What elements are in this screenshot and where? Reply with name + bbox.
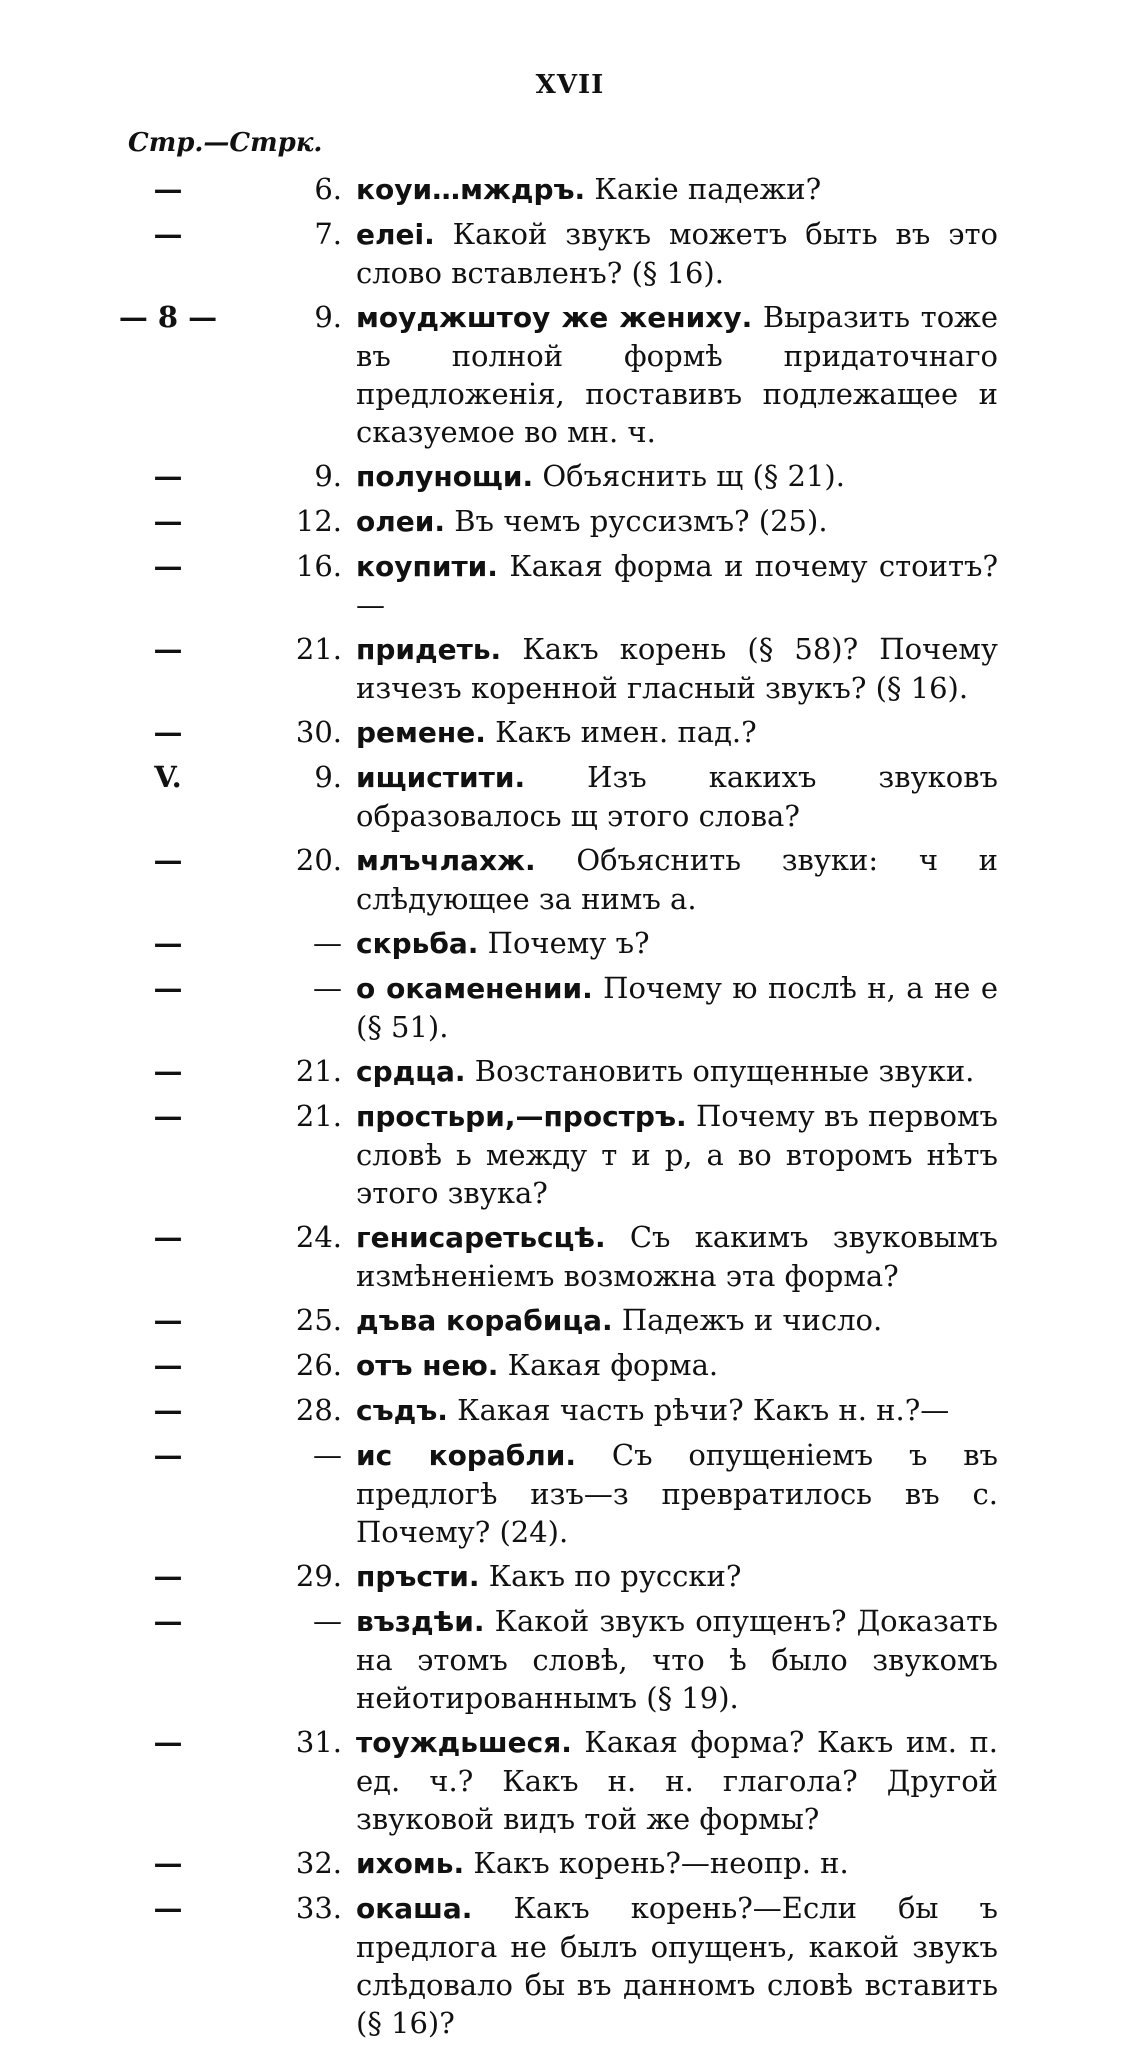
entry-list — [118, 170, 998, 2048]
entry-question: Объяснить звуки: ч и слѣдующее за нимъ а. — [356, 843, 998, 916]
entry-word: млъчлахж. — [356, 844, 536, 877]
entry-word: окаша. — [356, 1892, 473, 1925]
entry-row — [118, 969, 998, 1046]
entry-text — [356, 630, 998, 707]
entry-text — [356, 170, 998, 209]
entry-line-number: 21. — [295, 1099, 342, 1133]
entry-row — [118, 1844, 998, 1883]
entry-text — [356, 1097, 998, 1212]
entry-word: придеть. — [356, 633, 502, 666]
entry-line-number: — — [313, 1438, 342, 1472]
entry-line-number: 12. — [295, 504, 342, 538]
entry-question: Какая форма. — [507, 1348, 719, 1382]
entry-question: Возстановить опущенные звуки. — [474, 1054, 975, 1088]
entry-line-number: 9. — [314, 760, 342, 794]
entry-question: Какая форма? Какъ им. п. ед. ч.? Какъ н. н. глагола? Другой звуковой видъ той же формы? — [356, 1725, 998, 1836]
entry-row — [118, 547, 998, 624]
entry-text — [356, 502, 998, 541]
entry-line-number: 28. — [295, 1393, 342, 1427]
entry-text — [356, 457, 998, 496]
entry-row — [118, 1301, 998, 1340]
entry-line-number: 21. — [295, 1054, 342, 1088]
entry-word: полунощи. — [356, 460, 534, 493]
entry-line-number: 26. — [295, 1348, 342, 1382]
entry-line-number: 31. — [295, 1725, 342, 1759]
entry-page-marker: — — [153, 715, 183, 749]
entry-question: Почему ю послѣ н, а не е (§ 51). — [356, 971, 998, 1044]
entry-page-marker: — — [153, 971, 183, 1005]
entry-question: Объяснить щ (§ 21). — [542, 459, 845, 493]
entry-question: Почему ъ? — [487, 926, 650, 960]
entry-page-marker: — — [153, 1220, 183, 1254]
entry-word: ищистити. — [356, 761, 526, 794]
entry-page-marker: — — [153, 632, 183, 666]
entry-page-marker: — — [153, 1054, 183, 1088]
entry-text — [356, 215, 998, 292]
entry-text — [356, 758, 998, 835]
entry-line-number: 6. — [314, 172, 342, 206]
entry-word: тоуждьшеся. — [356, 1726, 572, 1759]
entry-row — [118, 1346, 998, 1385]
entry-row — [118, 1052, 998, 1091]
entry-row — [118, 298, 998, 451]
entry-question: Какъ корень?—Если бы ъ предлога не былъ опущенъ, какой звукъ слѣдовало бы въ данномъ словѣ вставить (§ 16)? — [356, 1891, 999, 2040]
entry-word: срдца. — [356, 1055, 466, 1088]
entry-text — [356, 841, 998, 918]
entry-row — [118, 1602, 998, 1717]
entry-question: Какъ корень?—неопр. н. — [473, 1846, 849, 1880]
entry-line-number: — — [313, 971, 342, 1005]
entry-question: Какъ корень (§ 58)? Почему изчезъ коренной гласный звукъ? (§ 16). — [356, 632, 998, 705]
entry-row — [118, 1436, 998, 1551]
entry-text — [356, 547, 998, 624]
entry-line-number: 30. — [295, 715, 342, 749]
entry-question: Какой звукъ опущенъ? Доказать на этомъ словѣ, что ѣ было звукомъ нейотированнымъ (§ 19). — [356, 1604, 998, 1715]
column-header: Стр.—Стрк. — [128, 128, 323, 158]
entry-line-number: — — [313, 1604, 342, 1638]
entry-question: Какъ имен. пад.? — [495, 715, 757, 749]
entry-word: олеи. — [356, 505, 445, 538]
entry-question: Какая часть рѣчи? Какъ н. н.?— — [457, 1393, 950, 1427]
entry-page-marker: — — [153, 172, 183, 206]
entry-question: Съ опущеніемъ ъ въ предлогѣ изъ—з превратилось въ с. Почему? (24). — [356, 1438, 998, 1549]
entry-question: Изъ какихъ звуковъ образовалось щ этого слова? — [356, 760, 998, 833]
entry-text — [356, 1602, 998, 1717]
entry-text — [356, 1346, 998, 1385]
entry-row — [118, 1557, 998, 1596]
entry-line-number: 29. — [295, 1559, 342, 1593]
entry-line-number: 32. — [295, 1846, 342, 1880]
entry-row — [118, 630, 998, 707]
entry-word: о окаменении. — [356, 972, 593, 1005]
entry-word: генисаретьсцѣ. — [356, 1221, 606, 1254]
entry-row — [118, 713, 998, 752]
entry-word: простьри,—простръ. — [356, 1100, 687, 1133]
entry-question: Какіе падежи? — [594, 172, 822, 206]
entry-text — [356, 713, 998, 752]
entry-page-marker: — — [153, 1846, 183, 1880]
entry-row — [118, 215, 998, 292]
entry-page-marker: — — [153, 1099, 183, 1133]
entry-row — [118, 1391, 998, 1430]
entry-row — [118, 758, 998, 835]
entry-word: ихомь. — [356, 1847, 465, 1880]
entry-question: Выразить тоже въ полной формѣ придаточнаго предложенія, поставивъ подлежащее и сказуемое во мн. ч. — [356, 300, 998, 449]
entry-question: Падежъ и число. — [621, 1303, 883, 1337]
entry-page-marker: — 8 — — [118, 300, 218, 334]
entry-word: ремене. — [356, 716, 486, 749]
entry-text — [356, 1557, 998, 1596]
entry-word: коупити. — [356, 550, 498, 583]
entry-word: скрьба. — [356, 927, 479, 960]
entry-text — [356, 1301, 998, 1340]
entry-question: Съ какимъ звуковымъ измѣненіемъ возможна эта форма? — [356, 1220, 998, 1293]
entry-word: въздѣи. — [356, 1605, 485, 1638]
entry-text — [356, 1723, 998, 1838]
page-number: XVII — [535, 70, 605, 100]
entry-page-marker: — — [153, 1559, 183, 1593]
entry-line-number: 21. — [295, 632, 342, 666]
entry-text — [356, 298, 998, 451]
entry-line-number: 20. — [295, 843, 342, 877]
entry-page-marker: — — [153, 1303, 183, 1337]
entry-page-marker: — — [153, 217, 183, 251]
entry-text — [356, 1218, 998, 1295]
entry-text — [356, 969, 998, 1046]
entry-word: дъва корабица. — [356, 1304, 613, 1337]
entry-text — [356, 924, 998, 963]
entry-word: пръсти. — [356, 1560, 480, 1593]
entry-word: елеі. — [356, 218, 435, 251]
entry-word: моуджштоу же жениху. — [356, 301, 753, 334]
entry-row — [118, 170, 998, 209]
entry-line-number: 25. — [295, 1303, 342, 1337]
entry-text — [356, 1436, 998, 1551]
entry-line-number: 7. — [314, 217, 342, 251]
entry-word: коуи…мждръ. — [356, 173, 586, 206]
entry-page-marker: — — [153, 1393, 183, 1427]
entry-row — [118, 841, 998, 918]
entry-word: отъ нею. — [356, 1349, 499, 1382]
entry-text — [356, 1844, 998, 1883]
entry-page-marker: — — [153, 549, 183, 583]
entry-line-number: 16. — [295, 549, 342, 583]
entry-word: ис корабли. — [356, 1439, 577, 1472]
entry-question: Какая форма и почему стоитъ?— — [356, 549, 998, 622]
entry-row — [118, 1218, 998, 1295]
entry-row — [118, 502, 998, 541]
entry-question: Почему въ первомъ словѣ ь между т и р, а во второмъ нѣтъ этого звука? — [356, 1099, 998, 1210]
entry-page-marker: — — [153, 1604, 183, 1638]
entry-row — [118, 1889, 998, 2042]
entry-page-marker: — — [153, 1725, 183, 1759]
entry-row — [118, 924, 998, 963]
entry-page-marker: — — [153, 1891, 183, 1925]
entry-text — [356, 1391, 998, 1430]
entry-text — [356, 1052, 998, 1091]
entry-row — [118, 1723, 998, 1838]
entry-page-marker: — — [153, 843, 183, 877]
entry-question: Какой звукъ можетъ быть въ это слово вставленъ? (§ 16). — [356, 217, 999, 290]
entry-page-marker: — — [153, 1348, 183, 1382]
entry-line-number: 9. — [314, 300, 342, 334]
entry-page-marker: — — [153, 1438, 183, 1472]
entry-row — [118, 1097, 998, 1212]
entry-question: Какъ по русски? — [488, 1559, 742, 1593]
entry-line-number: 24. — [295, 1220, 342, 1254]
entry-question: Въ чемъ руссизмъ? (25). — [454, 504, 828, 538]
entry-line-number: 33. — [295, 1891, 342, 1925]
entry-word: съдъ. — [356, 1394, 448, 1427]
entry-row — [118, 457, 998, 496]
entry-page-marker: — — [153, 504, 183, 538]
entry-line-number: 9. — [314, 459, 342, 493]
entry-line-number: — — [313, 926, 342, 960]
entry-page-marker: — — [153, 926, 183, 960]
entry-page-marker: — — [153, 459, 183, 493]
entry-text — [356, 1889, 998, 2042]
entry-page-marker: V. — [154, 760, 182, 794]
